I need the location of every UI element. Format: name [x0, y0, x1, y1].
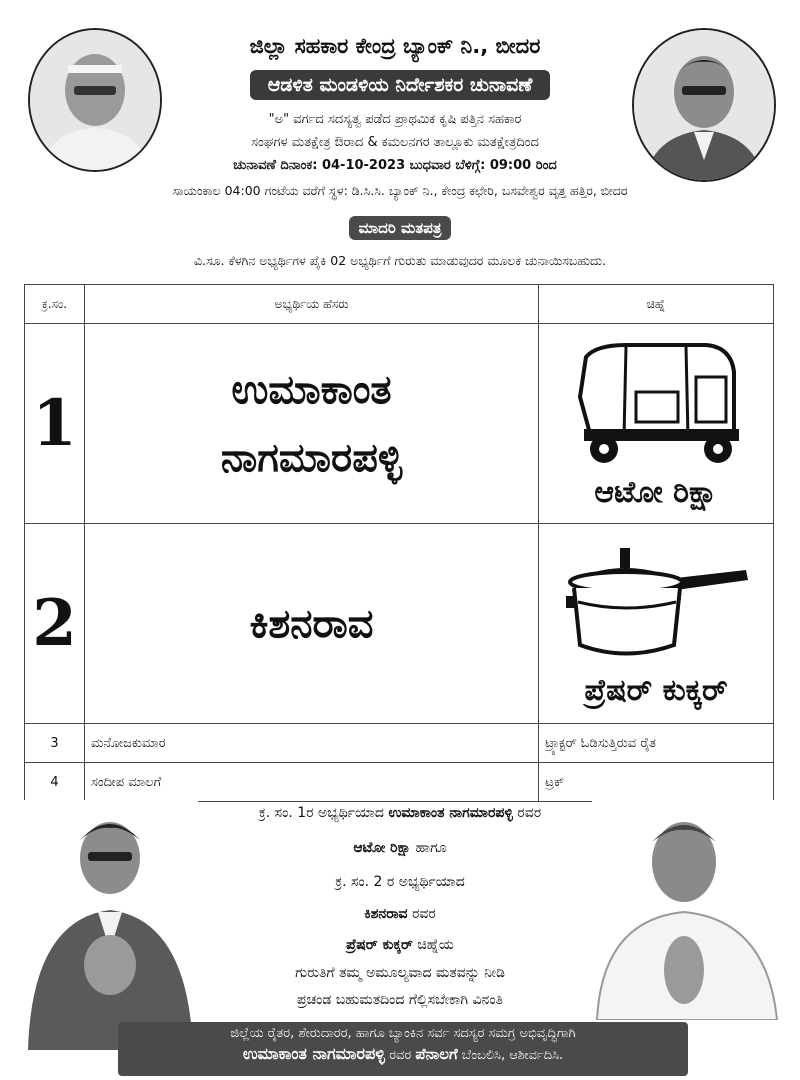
candidate-name-highlight: ಉಮಾಕಾಂತ ನಾಗಮಾರಪಳ್ಳಿ	[388, 805, 513, 821]
table-row	[25, 763, 774, 802]
serial-number: 3	[25, 724, 85, 763]
auto-rickshaw-icon	[566, 337, 746, 467]
table-row	[25, 324, 774, 524]
portrait-elder-leader	[28, 28, 162, 172]
candidate-greeting-photo-left	[18, 800, 198, 1050]
appeal-line-3: ಕ್ರ. ಸಂ. 2 ರ ಅಭ್ಯರ್ಥಿಯಾದ	[335, 874, 465, 890]
info-line-1: "ಅ" ವರ್ಗದ ಸದಸ್ಯತ್ವ ಪಡೆದ ಪ್ರಾಥಮಿಕ ಕೃಷಿ ಪತ್ತಿನ ಸಹಕಾರ	[268, 112, 522, 127]
col-symbol-header: ಚಿಹ್ನೆ	[539, 285, 774, 324]
appeal-line-1	[170, 805, 630, 821]
serial-number: 1	[25, 324, 85, 524]
candidate-name: ಸಂದೀಪ ಮಾಲಗೆ	[84, 763, 538, 802]
col-name-header: ಅಭ್ಯರ್ಥಿಯ ಹೆಸರು	[84, 285, 538, 324]
appeal-text: ಕ್ರ. ಸಂ. 1ರ ಅಭ್ಯರ್ಥಿಯಾದ	[258, 805, 389, 821]
table-row	[25, 724, 774, 763]
footer-line-2	[118, 1044, 688, 1064]
table-row	[25, 524, 774, 724]
symbol-label: ಟ್ರ್ಯಾಕ್ಟರ್ ಓಡಿಸುತ್ತಿರುವ ರೈತ	[539, 724, 774, 763]
symbol-label: ಟ್ರಕ್	[539, 763, 774, 802]
symbol-cell	[539, 524, 774, 724]
instruction-note: ವಿ.ಸೂ. ಕೆಳಗಿನ ಅಭ್ಯರ್ಥಿಗಳ ಪೈಕಿ 02 ಅಭ್ಯರ್ಥಿಗೆ ಗುರುತು ಮಾಡುವುದರ ಮೂಲಕ ಚುನಾಯಿಸಬಹುದು.	[193, 253, 607, 268]
appeal-text: ಹಾಗೂ	[411, 840, 447, 856]
candidate-name-cell	[84, 324, 538, 524]
candidate-name-cell	[84, 524, 538, 724]
symbol-label: ಪ್ರೆಷರ್ ಕುಕ್ಕರ್	[584, 672, 728, 708]
person-photo-icon	[30, 30, 160, 170]
table-header-row	[25, 285, 774, 324]
candidate-name-line2: ನಾಗಮಾರಪಳ್ಳಿ	[220, 434, 403, 481]
election-banner: ಆಡಳಿತ ಮಂಡಳಿಯ ನಿರ್ದೇಶಕರ ಚುನಾವಣೆ	[250, 70, 550, 100]
appeal-line-5	[170, 937, 630, 953]
appeal-text: ಚಿಹ್ನೆಯ	[412, 937, 454, 953]
candidate-name: ಮನೋಜಕುಮಾರ	[84, 724, 538, 763]
ballot-label-wrap	[250, 216, 550, 240]
symbol-cell	[539, 324, 774, 524]
bank-title: ಜಿಲ್ಲಾ ಸಹಕಾರ ಕೇಂದ್ರ ಬ್ಯಾಂಕ್ ನಿ., ಬೀದರ	[249, 34, 541, 58]
symbol-label: ಆಟೋ ರಿಕ್ಷಾ	[594, 475, 718, 510]
footer-text: ರವರ	[385, 1048, 416, 1063]
symbol-highlight: ಆಟೋ ರಿಕ್ಷಾ	[353, 840, 411, 856]
appeal-line-4	[170, 906, 630, 922]
footer-line-1: ಜಿಲ್ಲೆಯ ರೈತರ, ಶೇರುದಾರರ, ಹಾಗೂ ಬ್ಯಾಂಕಿನ ಸರ್ವ ಸದಸ್ಯರ ಸಮಗ್ರ ಅಭಿವೃದ್ಧಿಗಾಗಿ	[230, 1026, 576, 1041]
ballot-table	[24, 284, 774, 802]
portrait-candidate-top	[632, 28, 776, 182]
pressure-cooker-icon	[556, 540, 756, 665]
footer-banner	[118, 1022, 688, 1076]
candidate-name-line1: ಕಿಶನರಾವ	[249, 600, 374, 647]
info-line-3: ಚುನಾವಣೆ ದಿನಾಂಕ: 04-10-2023 ಬುಧವಾರ ಬೆಳಿಗ್ಗೆ: 09:00 ರಿಂದ	[233, 158, 557, 173]
sample-ballot-label: ಮಾದರಿ ಮತಪತ್ರ	[349, 216, 452, 240]
appeal-line-2	[170, 840, 630, 856]
info-line-4: ಸಾಯಂಕಾಲ 04:00 ಗಂಟೆಯ ವರೆಗೆ ಸ್ಥಳ: ಡಿ.ಸಿ.ಸಿ. ಬ್ಯಾಂಕ್ ನಿ., ಕೇಂದ್ರ ಕಛೇರಿ, ಬಸವೇಶ್ವರ ವೃತ್ತ ಹತ್ತಿರ, ಬೀದರ	[172, 183, 628, 198]
serial-number: 2	[25, 524, 85, 724]
person-photo-icon	[634, 30, 774, 180]
appeal-line-7: ಪ್ರಚಂಡ ಬಹುಮತದಿಂದ ಗೆಲ್ಲಿಸಬೇಕಾಗಿ ವಿನಂತಿ	[297, 992, 503, 1008]
info-line-2: ಸಂಘಗಳ ಮತಕ್ಷೇತ್ರ ಔರಾದ & ಕಮಲನಗರ ತಾಲ್ಲೂಕು ಮತಕ್ಷೇತ್ರದಿಂದ	[251, 135, 539, 150]
candidate-name-highlight: ಉಮಾಕಾಂತ ನಾಗಮಾರಪಳ್ಳಿ	[242, 1044, 385, 1063]
symbol-highlight: ಪ್ರೆಷರ್ ಕುಕ್ಕರ್	[346, 937, 413, 953]
col-serial-header: ಕ್ರ.ಸಂ.	[25, 285, 85, 324]
banner-wrap	[180, 70, 620, 100]
footer-text: ಬೆಂಬಲಿಸಿ, ಆಶೀರ್ವದಿಸಿ.	[457, 1048, 564, 1063]
candidate-name-line1: ಉಮಾಕಾಂತ	[231, 366, 392, 413]
panel-highlight: ಪೆನಾಲಗೆ	[415, 1045, 458, 1063]
appeal-text: ರವರ	[512, 805, 542, 821]
appeal-text: ರವರ	[407, 906, 436, 922]
serial-number: 4	[25, 763, 85, 802]
appeal-line-6: ಗುರುತಿಗೆ ತಮ್ಮ ಅಮೂಲ್ಯವಾದ ಮತವನ್ನು ನೀಡಿ	[295, 965, 505, 981]
candidate-name-highlight: ಕಿಶನರಾವ	[364, 906, 408, 922]
